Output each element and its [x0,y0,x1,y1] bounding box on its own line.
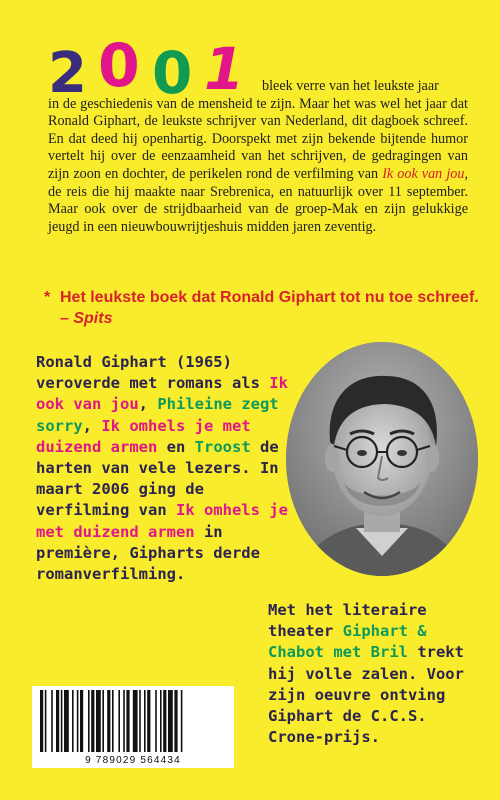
bio-sep-1: , [138,395,158,414]
theater-text-2: trekt hij volle zalen. Voor zijn oeuvre ontving Giphart de C.C.S. Crone-prijs. [268,643,464,747]
logo-digit-1: 2 [48,41,87,106]
barcode-bar-6 [72,690,74,752]
barcode-bar-11 [96,690,101,752]
barcode-bar-18 [133,690,138,752]
barcode-bars [40,690,226,752]
quote-source: Spits [73,310,113,327]
barcode-bar-19 [139,690,141,752]
isbn-number: 9 789029 564434 [85,755,181,766]
barcode-bar-4 [61,690,63,752]
barcode-bar-20 [144,690,146,752]
logo-digit-2: 0 [98,31,140,101]
barcode-bar-16 [123,690,125,752]
isbn-barcode [32,686,234,768]
bio-book-1: Ik ook van jou [36,374,288,414]
intro-text-b: , de reis die hij maakte naar Srebrenica, en natuurlijk over 11 september. Maar ook over de strijdbaarheid van de groep-Mak en zijn gelukkige jeugd in een nieuwbouwrijtjeshuis midden jaren zeventig. [48,165,468,235]
barcode-bar-8 [80,690,83,752]
author-portrait [286,342,478,576]
theater-show-title: Giphart & Chabot met Bril [268,622,427,662]
bio-text-4: in première, Gipharts derde romanverfilming. [36,522,260,584]
intro-book-title: Ik ook van jou [382,165,465,182]
quote-text: Het leukste boek dat Ronald Giphart tot nu toe schreef. – [60,289,479,327]
bio-text-1: Ronald Giphart (1965) veroverde met romans als [36,353,270,393]
barcode-bar-12 [102,690,104,752]
barcode-bar-2 [51,690,53,752]
barcode-bar-1 [45,690,47,752]
portrait-illustration [286,342,478,576]
barcode-bar-23 [160,690,162,752]
bio-text-3: de harten van vele lezers. In maart 2006 ging de verfilming van [36,437,279,520]
bio-book-4: Troost [194,437,251,456]
barcode-bar-14 [112,690,114,752]
intro-paragraph [48,78,468,236]
quote-star: * [44,289,51,306]
barcode-bar-9 [88,690,90,752]
barcode-bar-26 [174,690,177,752]
bio-text-2: en [157,437,195,456]
barcode-bar-13 [107,690,110,752]
author-bio [36,352,296,585]
barcode-bar-7 [77,690,79,752]
logo-digit-4: 1 [204,35,245,103]
intro-text-a: in de geschiedenis van de mensheid te zijn. Maar het was wel het jaar dat Ronald Giphart, de leukste schrijver van Nederland, dit dagboek schreef. En dat deed hij openhartig. Doorspekt met zijn bekende bijtende humor vertelt hij over de eenzaamheid van het schrijven, de gedragingen van zijn zoon en dochter, de perikelen rond de verfilming van [48,95,468,182]
barcode-bar-0 [40,690,43,752]
barcode-bar-21 [147,690,150,752]
barcode-bar-24 [163,690,166,752]
review-quote [44,287,480,329]
theater-text-1: Met het literaire theater [268,601,427,641]
bio-book-5: Ik omhels je met duizend armen [36,501,288,541]
logo-digit-3: 0 [152,39,193,107]
bio-book-2: Phileine zegt sorry [36,395,279,435]
bio-sep-2: , [82,416,102,435]
bio-book-3: Ik omhels je met duizend armen [36,416,251,456]
barcode-bar-17 [126,690,129,752]
barcode-bar-27 [181,690,183,752]
barcode-bar-5 [64,690,69,752]
intro-first-line: bleek verre van het leukste jaar [262,78,439,94]
barcode-bar-25 [168,690,173,752]
barcode-bar-3 [56,690,59,752]
barcode-bar-22 [155,690,157,752]
barcode-bar-15 [118,690,120,752]
barcode-bar-10 [91,690,94,752]
theater-paragraph [268,600,488,748]
